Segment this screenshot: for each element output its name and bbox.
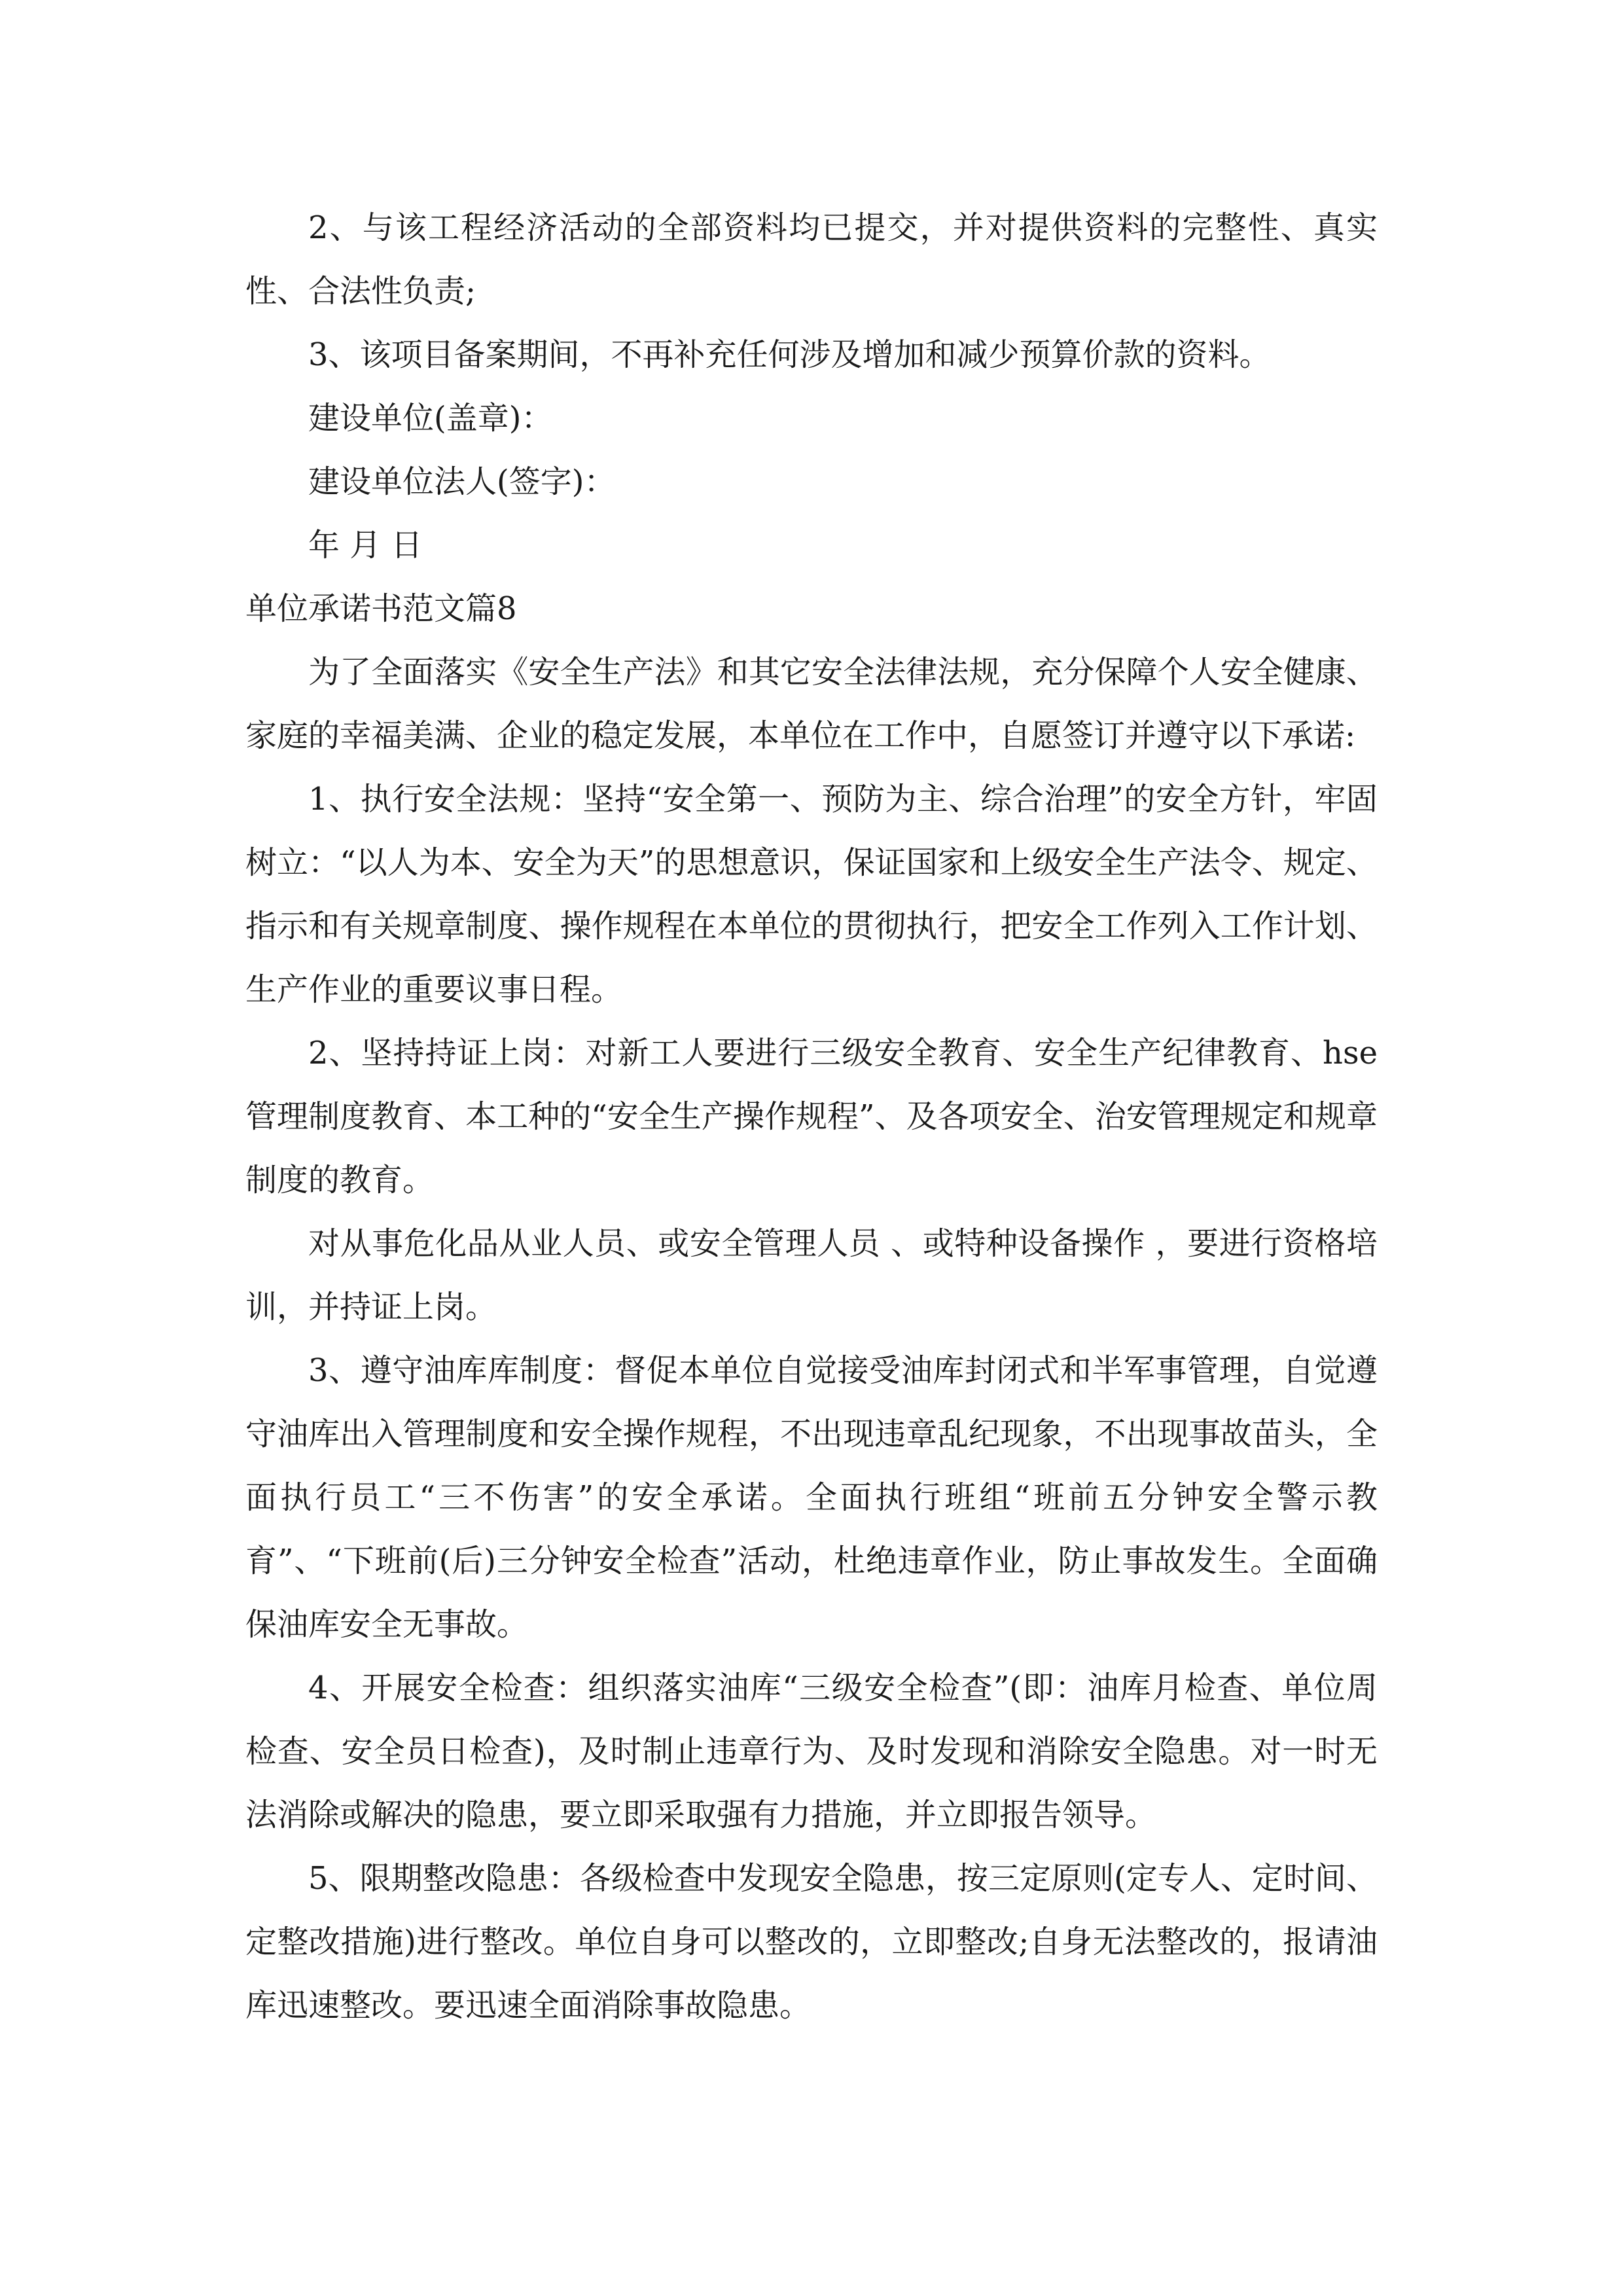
document-body (245, 196, 1378, 2037)
section-title: 单位承诺书范文篇8 (245, 590, 517, 627)
paragraph-item-3-depot-rules: 3、遵守油库库制度：督促本单位自觉接受油库封闭式和半军事管理，自觉遵守油库出入管理制度和安全操作规程，不出现违章乱纪现象，不出现事故苗头，全面执行员工“三不伤害”的安全承诺。全面执行班组“班前五分钟安全警示教育”、“下班前(后)三分钟安全检查”活动，杜绝违章作业，防止事故发生。全面确保油库安全无事故。 (245, 1352, 1378, 1643)
paragraph-item-4-inspection: 4、开展安全检查：组织落实油库“三级安全检查”(即：油库月检查、单位周检查、安全员日检查)，及时制止违章行为、及时发现和消除安全隐患。对一时无法消除或解决的隐患，要立即采取强有力措施，并立即报告领导。 (245, 1670, 1378, 1833)
paragraph-item-3-no-supplement: 3、该项目备案期间，不再补充任何涉及增加和减少预算价款的资料。 (308, 336, 1271, 373)
paragraph-intro: 为了全面落实《安全生产法》和其它安全法律法规，充分保障个人安全健康、家庭的幸福美满、企业的稳定发展，本单位在工作中，自愿签订并遵守以下承诺: (245, 654, 1378, 754)
paragraph-qualification-training: 对从事危化品从业人员、或安全管理人员 、或特种设备操作 ，要进行资格培训，并持证上岗。 (245, 1225, 1378, 1325)
signature-unit-seal: 建设单位(盖章)： (308, 400, 553, 437)
signature-date: 年 月 日 (308, 527, 423, 564)
signature-legal-person: 建设单位法人(签字)： (308, 463, 616, 500)
paragraph-item-2-materials: 2、与该工程经济活动的全部资料均已提交，并对提供资料的完整性、真实性、合法性负责; (245, 209, 1378, 310)
paragraph-item-5-rectification: 5、限期整改隐患：各级检查中发现安全隐患，按三定原则(定专人、定时间、定整改措施)进行整改。单位自身可以整改的，立即整改;自身无法整改的，报请油库迅速整改。要迅速全面消除事故隐患。 (245, 1860, 1378, 2024)
paragraph-item-2-certification: 2、坚持持证上岗：对新工人要进行三级安全教育、安全生产纪律教育、hse管理制度教育、本工种的“安全生产操作规程”、及各项安全、治安管理规定和规章制度的教育。 (245, 1035, 1378, 1198)
paragraph-item-1-regulations: 1、执行安全法规：坚持“安全第一、预防为主、综合治理”的安全方针，牢固树立：“以人为本、安全为天”的思想意识，保证国家和上级安全生产法令、规定、指示和有关规章制度、操作规程在本单位的贯彻执行，把安全工作列入工作计划、生产作业的重要议事日程。 (245, 781, 1378, 1008)
